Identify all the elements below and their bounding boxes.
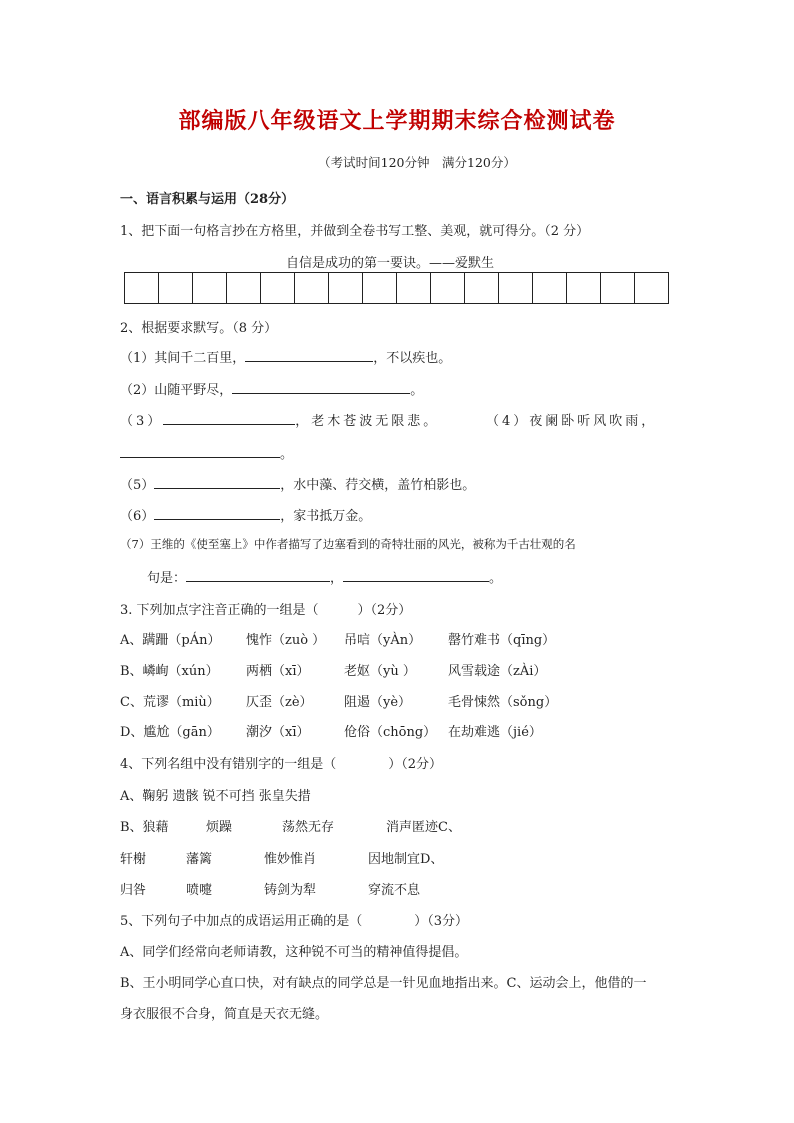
option-item: B、狼藉 — [120, 820, 169, 835]
option-item: 消声匿迹C、 — [386, 820, 461, 835]
option-item: 吊唁（yÀn） — [344, 633, 422, 648]
dictation-item-4-cont: 。 — [120, 443, 293, 462]
answer-blank[interactable] — [154, 507, 280, 520]
grid-cell[interactable] — [397, 273, 431, 303]
option-b: B、王小明同学心直口快，对有缺点的同学总是一针见血地指出来。C、运动会上，他借的一 — [120, 976, 647, 991]
option-item: 毛骨悚然（sǒng） — [448, 695, 558, 710]
exam-info: （考试时间120分钟 满分120分） — [318, 155, 516, 170]
motto: 自信是成功的第一要诀。——爱默生 — [286, 256, 495, 271]
answer-blank[interactable] — [163, 412, 295, 425]
option-item: D、尴尬（gān） — [120, 725, 220, 740]
option-item: 罄竹难书（qīng） — [448, 633, 556, 648]
question-5: 5、下列句子中加点的成语运用正确的是（ ）（3分） — [120, 914, 469, 929]
option-item: 愧怍（zuò ） — [246, 633, 326, 648]
option-item: 风雪载途（zÀi） — [448, 664, 547, 679]
grid-cell[interactable] — [227, 273, 261, 303]
answer-blank[interactable] — [232, 381, 410, 394]
option-item: C、荒谬（miù） — [120, 695, 220, 710]
grid-cell[interactable] — [329, 273, 363, 303]
answer-blank[interactable] — [154, 476, 280, 489]
dictation-item-5: （5） ，水中藻、荇交横，盖竹柏影也。 — [120, 478, 476, 493]
question-2: 2、根据要求默写。（8 分） — [120, 321, 278, 336]
question-4: 4、下列名组中没有错别字的一组是（ ）（2分） — [120, 757, 443, 772]
dictation-item-7-answer: 句是： ， 。 — [147, 571, 503, 586]
answer-blank[interactable] — [120, 445, 280, 458]
grid-cell[interactable] — [363, 273, 397, 303]
dictation-item-7: （7）王维的《使至塞上》中作者描写了边塞看到的奇特壮丽的风光，被称为千古壮观的名 — [120, 537, 576, 551]
grid-cell[interactable] — [431, 273, 465, 303]
grid-cell[interactable] — [193, 273, 227, 303]
dictation-item-2: （2）山随平野尽， 。 — [120, 383, 424, 398]
option-item: 仄歪（zè） — [246, 695, 313, 710]
section-heading: 一、语言积累与运用（28分） — [120, 192, 295, 207]
answer-blank[interactable] — [343, 569, 489, 582]
option-item: 伧俗（chōng） — [344, 725, 437, 740]
page-title: 部编版八年级语文上学期期末综合检测试卷 — [178, 109, 616, 134]
dictation-item-4: （4）夜阑卧听风吹雨， — [486, 414, 658, 429]
dictation-item-3: （3） ，老木苍波无限悲。 — [120, 414, 440, 429]
option-item: 惟妙惟肖 — [264, 852, 317, 867]
grid-cell[interactable] — [499, 273, 533, 303]
option-item: 喷嚏 — [186, 883, 213, 898]
option-item: 轩榭 — [120, 852, 147, 867]
option-item: 阻遏（yè） — [344, 695, 412, 710]
option-item: A、蹒跚（pÁn） — [120, 633, 221, 648]
option-item: 因地制宜D、 — [368, 852, 444, 867]
option-item: 烦躁 — [206, 820, 233, 835]
grid-cell[interactable] — [533, 273, 567, 303]
option-a: A、鞠躬 遗骸 锐不可挡 张皇失措 — [120, 789, 311, 804]
grid-cell[interactable] — [567, 273, 601, 303]
option-a: A、同学们经常向老师请教，这种锐不可当的精神值得提倡。 — [120, 945, 468, 960]
answer-blank[interactable] — [186, 569, 330, 582]
option-item: B、嶙峋（xún） — [120, 664, 219, 679]
option-item: 老妪（yù ） — [344, 664, 416, 679]
grid-cell[interactable] — [635, 273, 668, 303]
answer-blank[interactable] — [245, 349, 373, 362]
option-item: 潮汐（xī） — [246, 725, 310, 740]
grid-cell[interactable] — [159, 273, 193, 303]
writing-grid — [124, 272, 669, 304]
option-item: 穿流不息 — [368, 883, 421, 898]
grid-cell[interactable] — [295, 273, 329, 303]
grid-cell[interactable] — [261, 273, 295, 303]
dictation-item-1: （1）其间千二百里， ，不以疾也。 — [120, 351, 452, 366]
option-item: 藩篱 — [186, 852, 213, 867]
grid-cell[interactable] — [465, 273, 499, 303]
question-3: 3. 下列加点字注音正确的一组是（ ）（2分） — [120, 603, 412, 618]
option-item: 归咎 — [120, 883, 147, 898]
option-b-cont: 身衣服很不合身，简直是天衣无缝。 — [120, 1007, 329, 1022]
grid-cell[interactable] — [601, 273, 635, 303]
option-item: 在劫难逃（jié） — [448, 725, 542, 740]
dictation-item-6: （6） ，家书抵万金。 — [120, 509, 372, 524]
question-1: 1、把下面一句格言抄在方格里，并做到全卷书写工整、美观，就可得分。（2 分） — [120, 224, 590, 239]
option-item: 荡然无存 — [282, 820, 335, 835]
option-item: 两栖（xī） — [246, 664, 310, 679]
option-item: 铸剑为犁 — [264, 883, 317, 898]
grid-cell[interactable] — [125, 273, 159, 303]
